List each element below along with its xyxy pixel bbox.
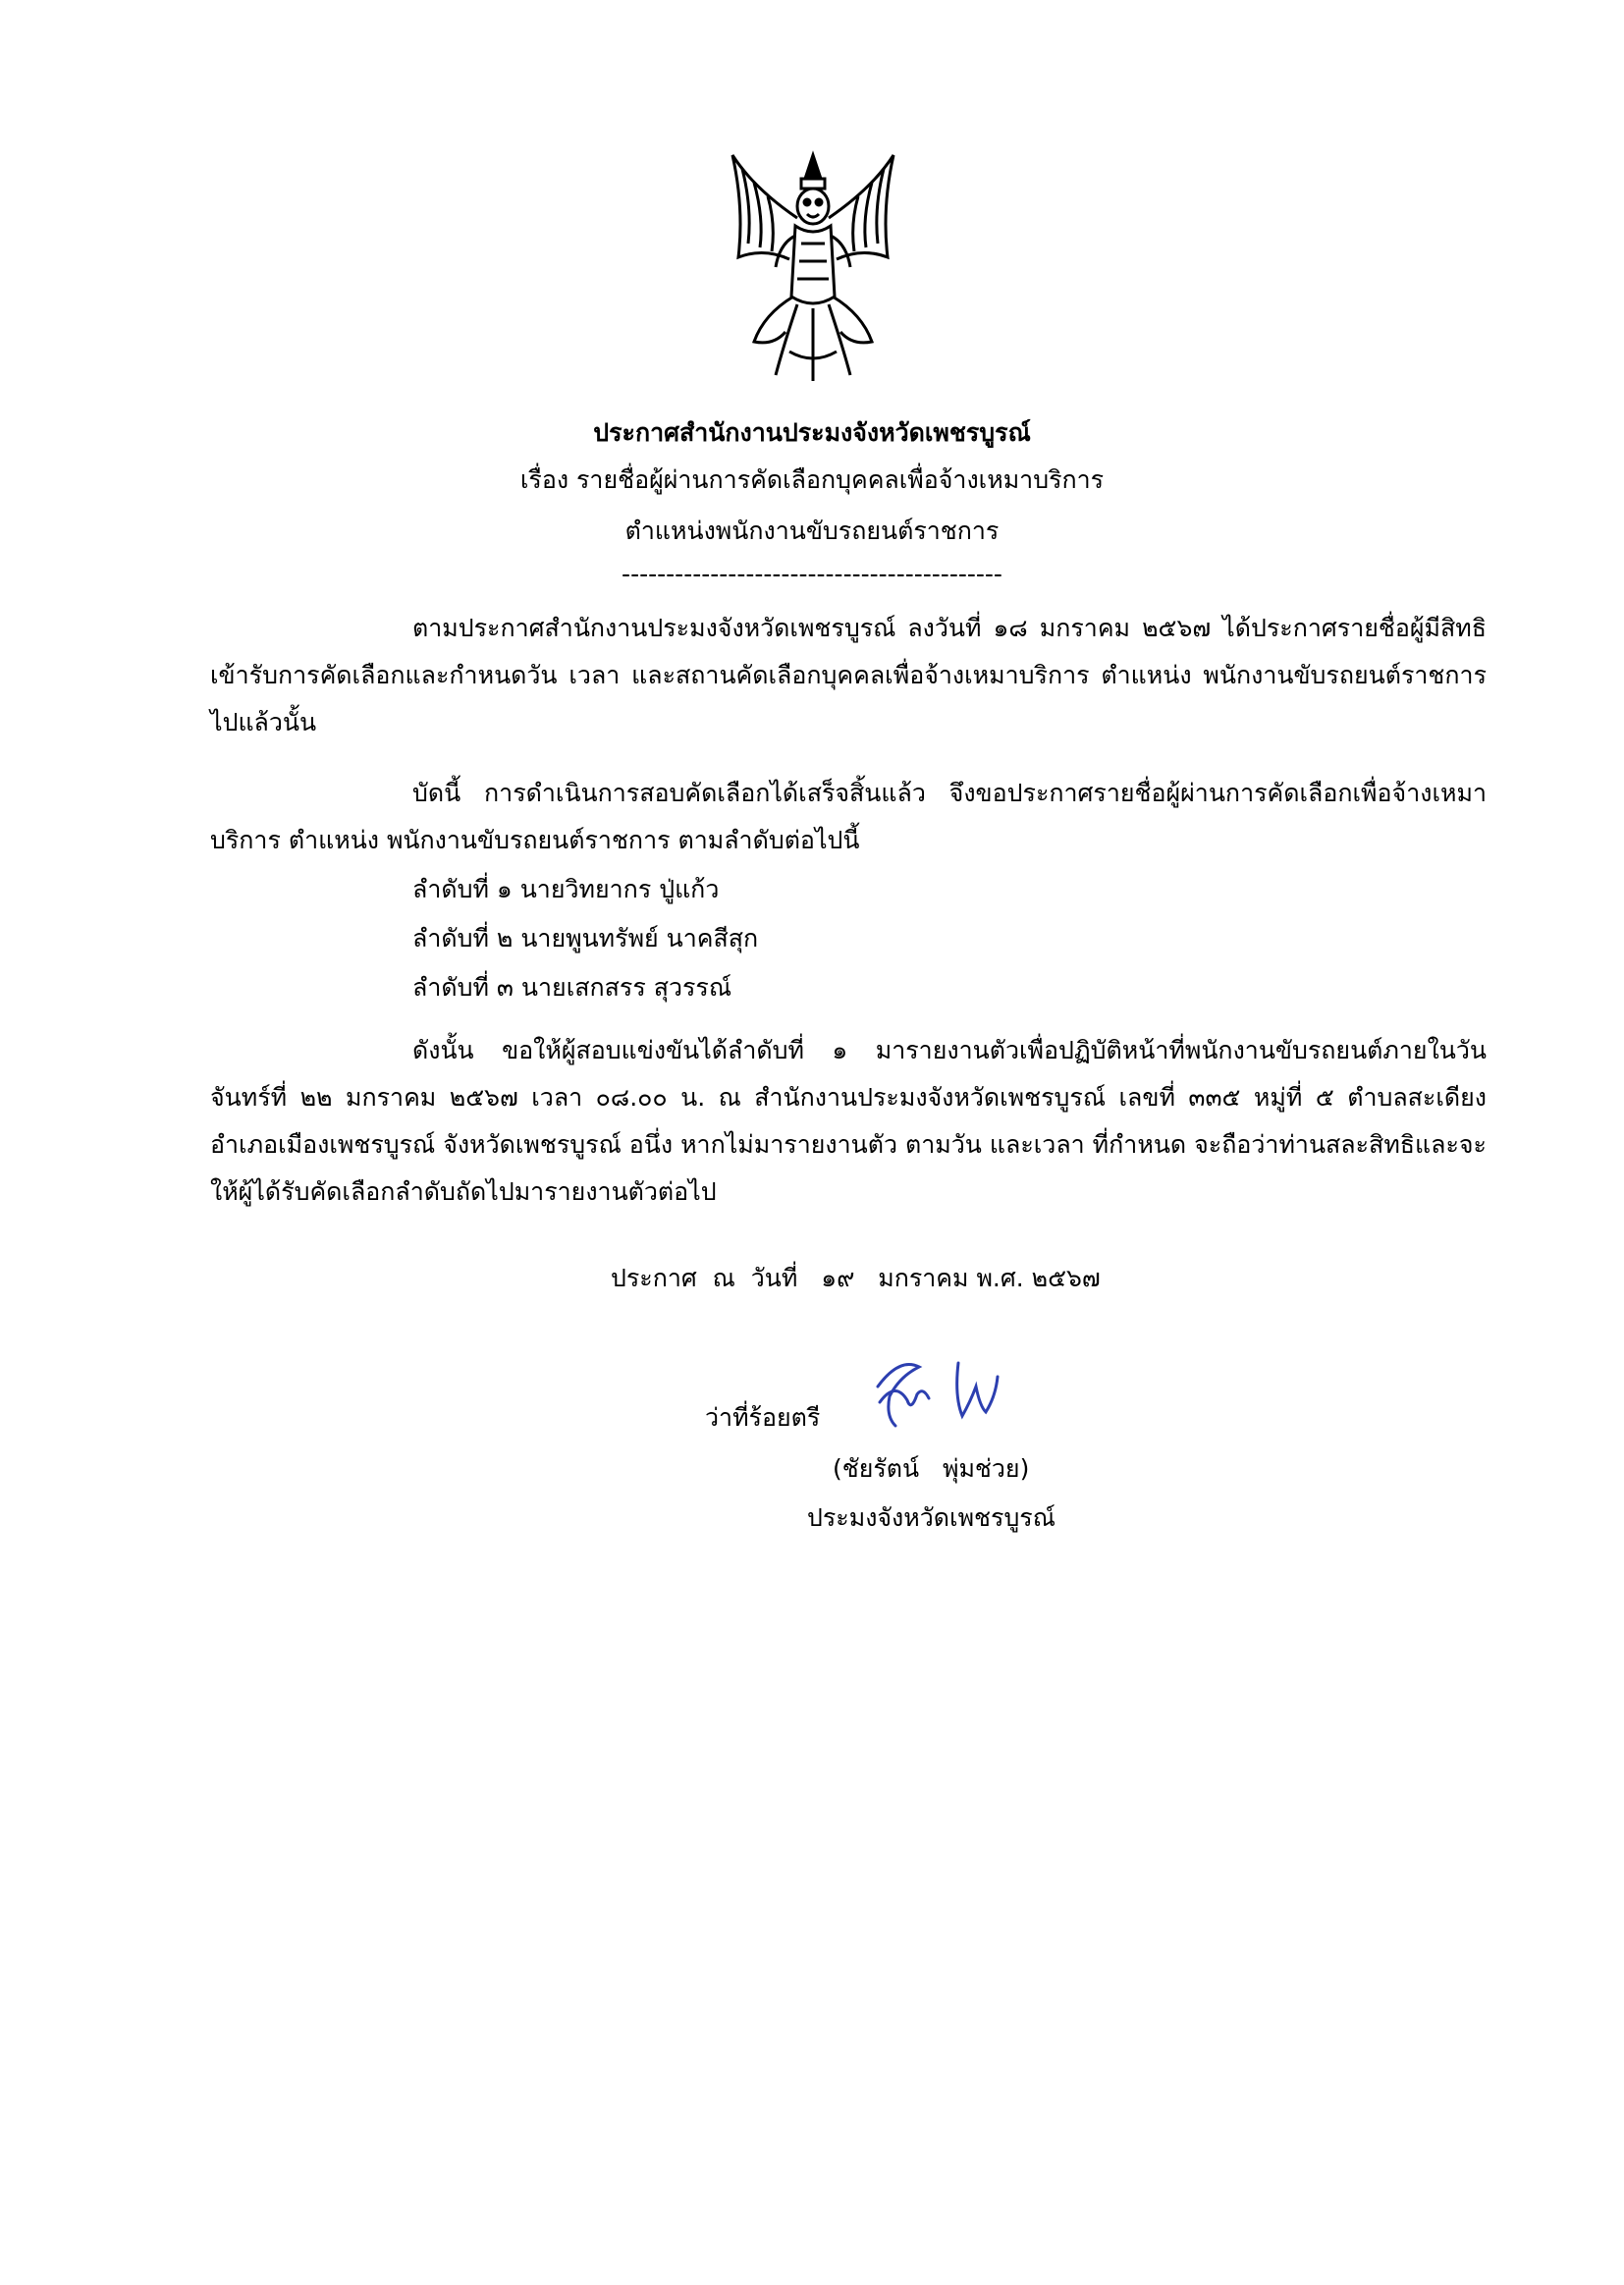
announcement-date: ประกาศ ณ วันที่ ๑๙ มกราคม พ.ศ. ๒๕๖๗ bbox=[611, 1264, 1101, 1292]
announcement-position: ตำแหน่งพนักงานขับรถยนต์ราชการ bbox=[624, 517, 1000, 545]
announcement-title: ประกาศสำนักงานประมงจังหวัดเพชรบูรณ์ bbox=[593, 418, 1031, 447]
garuda-emblem-icon bbox=[725, 149, 901, 385]
signer-name: (ชัยรัตน์ พุ่มช่วย) bbox=[833, 1454, 1030, 1483]
signer-rank: ว่าที่ร้อยตรี bbox=[705, 1403, 821, 1432]
announcement-subject: เรื่อง รายชื่อผู้ผ่านการคัดเลือกบุคคลเพื่อจ้างเหมาบริการ bbox=[519, 465, 1105, 494]
list-item: ลำดับที่ ๓ นายเสกสรร สุวรรณ์ bbox=[412, 973, 732, 1002]
paragraph-1 bbox=[210, 605, 1487, 746]
paragraph-2 bbox=[210, 770, 1487, 864]
paragraph-3 bbox=[210, 1027, 1487, 1216]
paragraph-2-text: บัดนี้ การดำเนินการสอบคัดเลือกได้เสร็จสิ้นแล้ว จึงขอประกาศรายชื่อผู้ผ่านการคัดเลือกเพื่อจ้างเหมาบริการ ตำแหน่ง พนักงานขับรถยนต์ราชการ ตามลำดับต่อไปนี้ bbox=[210, 779, 1487, 854]
list-item: ลำดับที่ ๑ นายวิทยากร ปู่แก้ว bbox=[412, 875, 720, 903]
list-item: ลำดับที่ ๒ นายพูนทรัพย์ นาคสีสุก bbox=[412, 924, 759, 952]
paragraph-1-text: ตามประกาศสำนักงานประมงจังหวัดเพชรบูรณ์ ลงวันที่ ๑๘ มกราคม ๒๕๖๗ ได้ประกาศรายชื่อผู้มีสิทธิเข้ารับการคัดเลือกและกำหนดวัน เวลา และสถานคัดเลือกบุคคลเพื่อจ้างเหมาบริการ ตำแหน่ง พนักงานขับรถยนต์ราชการ ไปแล้วนั้น bbox=[210, 614, 1487, 736]
signer-title: ประมงจังหวัดเพชรบูรณ์ bbox=[807, 1503, 1056, 1532]
signature-icon bbox=[860, 1347, 1017, 1436]
divider-line: ------------------------------------------- bbox=[622, 560, 1002, 588]
paragraph-3-text: ดังนั้น ขอให้ผู้สอบแข่งขันได้ลำดับที่ ๑ มารายงานตัวเพื่อปฏิบัติหน้าที่พนักงานขับรถยนต์ภายในวันจันทร์ที่ ๒๒ มกราคม ๒๕๖๗ เวลา ๐๘.๐๐ น. ณ สำนักงานประมงจังหวัดเพชรบูรณ์ เลขที่ ๓๓๕ หมู่ที่ ๕ ตำบลสะเดียง อำเภอเมืองเพชรบูรณ์ จังหวัดเพชรบูรณ์ อนึ่ง หากไม่มารายงานตัว ตามวัน และเวลา ที่กำหนด จะถือว่าท่านสละสิทธิและจะให้ผู้ได้รับคัดเลือกลำดับถัดไปมารายงานตัวต่อไป bbox=[210, 1036, 1487, 1206]
